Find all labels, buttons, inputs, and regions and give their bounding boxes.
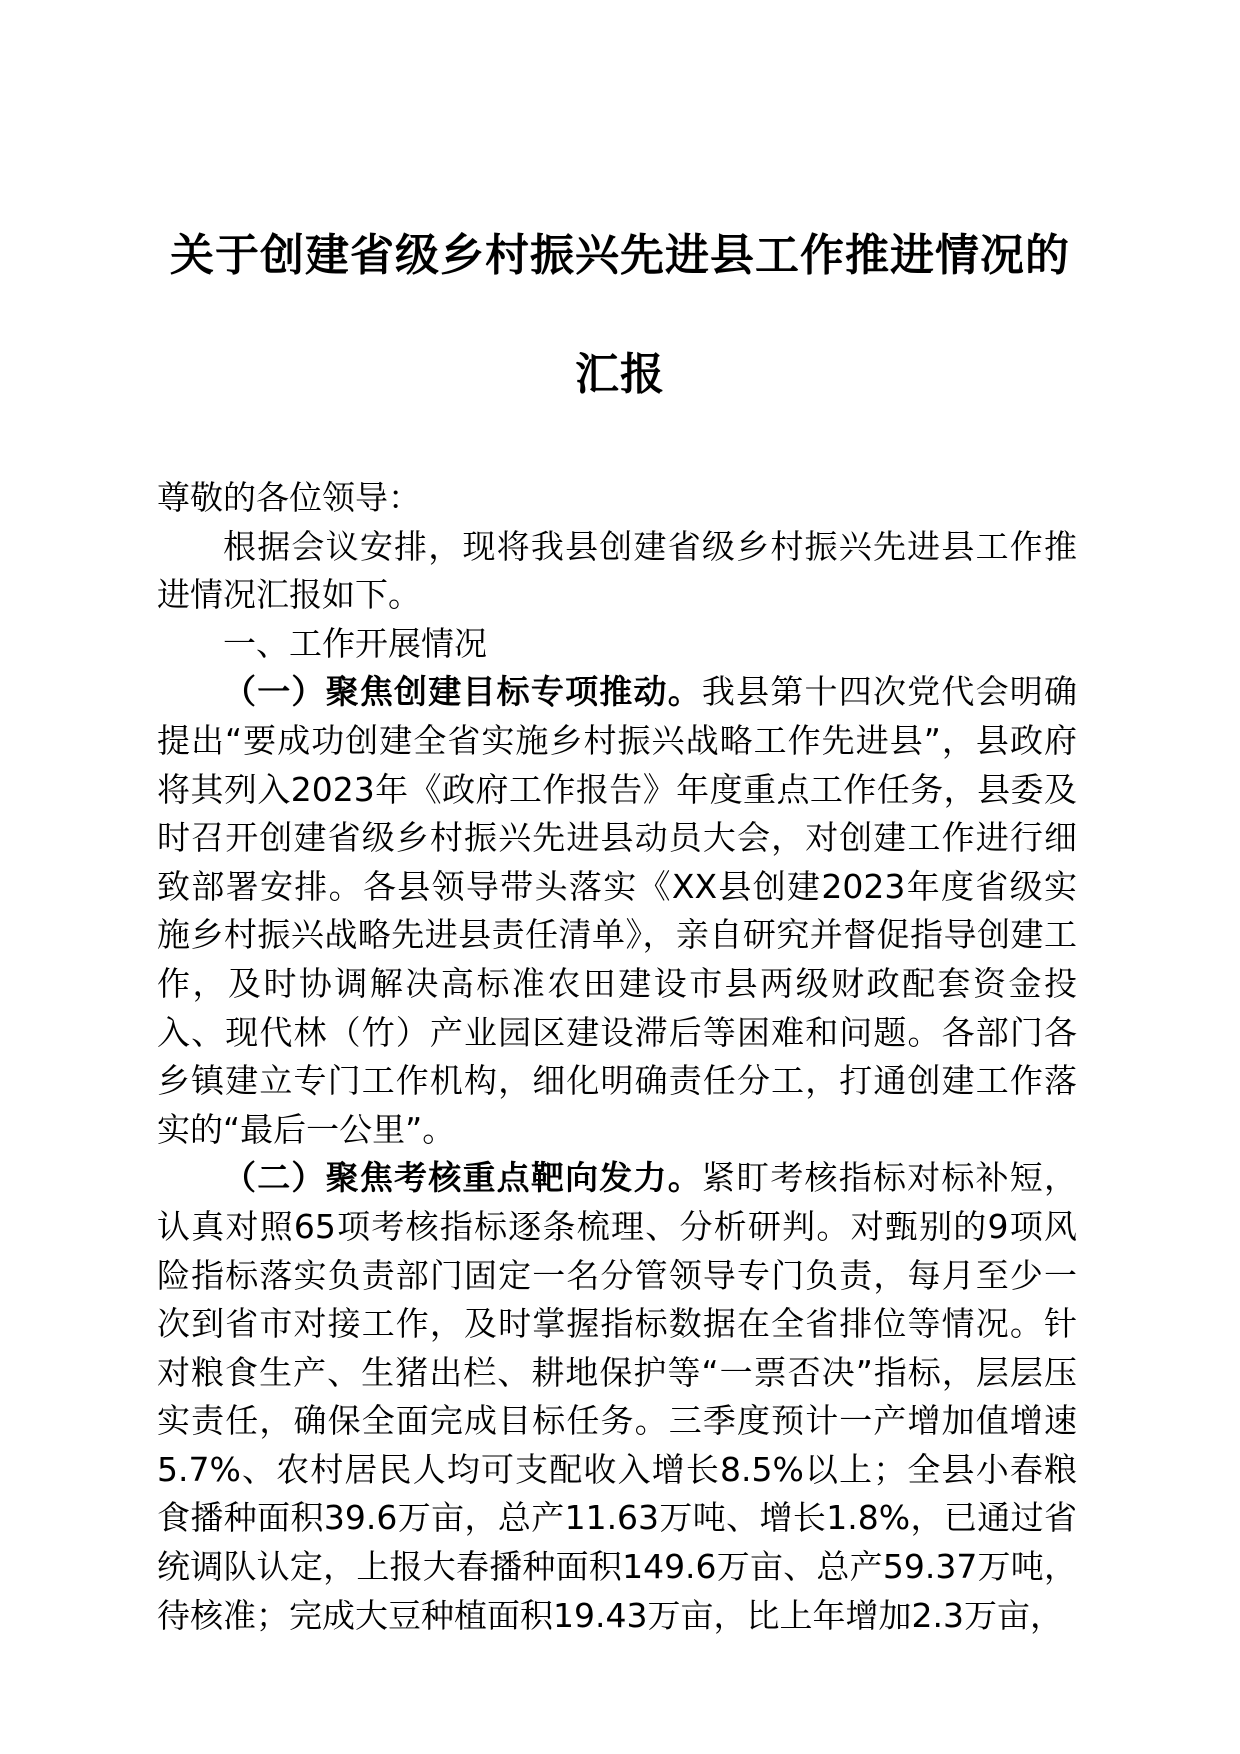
section-heading: 一、工作开展情况 [223, 623, 487, 663]
paragraph-2-text: 紧盯考核指标对标补短，认真对照65项考核指标逐条梳理、分析研判。对甄别的9项风险指标落实负责部门固定一名分管领导专门负责，每月至少一次到省市对接工作，及时掌握指标数据在全省排位等情况。针对粮食生产、生猪出栏、耕地保护等“一票否决”指标，层层压实责任，确保全面完成目标任务。三季度预计一产增加值增速5.7%、农村居民人均可支配收入增长8.5%以上；全县小春粮食播种面积39.6万亩，总产11.63万吨、增长1.8%，已通过省统调队认定，上报大春播种面积149.6万亩、总产59.37万吨，待核准；完成大豆种植面积19.43万亩，比上年增加2.3万亩， [157, 1158, 1078, 1635]
paragraph-2 [157, 1154, 1077, 1640]
paragraph-1-text: 我县第十四次党代会明确提出“要成功创建全省实施乡村振兴战略工作先进县”，县政府将其列入2023年《政府工作报告》年度重点工作任务，县委及时召开创建省级乡村振兴先进县动员大会，对创建工作进行细致部署安排。各县领导带头落实《XX县创建2023年度省级实施乡村振兴战略先进县责任清单》，亲自研究并督促指导创建工作，及时协调解决高标准农田建设市县两级财政配套资金投入、现代林（竹）产业园区建设滞后等困难和问题。各部门各乡镇建立专门工作机构，细化明确责任分工，打通创建工作落实的“最后一公里”。 [157, 672, 1078, 1149]
paragraph-1 [157, 668, 1077, 1154]
document-title-line-2: 汇报 [575, 349, 665, 400]
paragraph-1-lead: （一）聚焦创建目标专项推动。 [223, 672, 702, 712]
intro-paragraph: 根据会议安排，现将我县创建省级乡村振兴先进县工作推进情况汇报如下。 [157, 526, 1077, 615]
document-body [157, 474, 1077, 1640]
document-title-line-1: 关于创建省级乡村振兴先进县工作推进情况的 [170, 230, 1070, 281]
paragraph-2-lead: （二）聚焦考核重点靶向发力。 [223, 1158, 702, 1198]
salutation: 尊敬的各位领导： [157, 478, 421, 517]
